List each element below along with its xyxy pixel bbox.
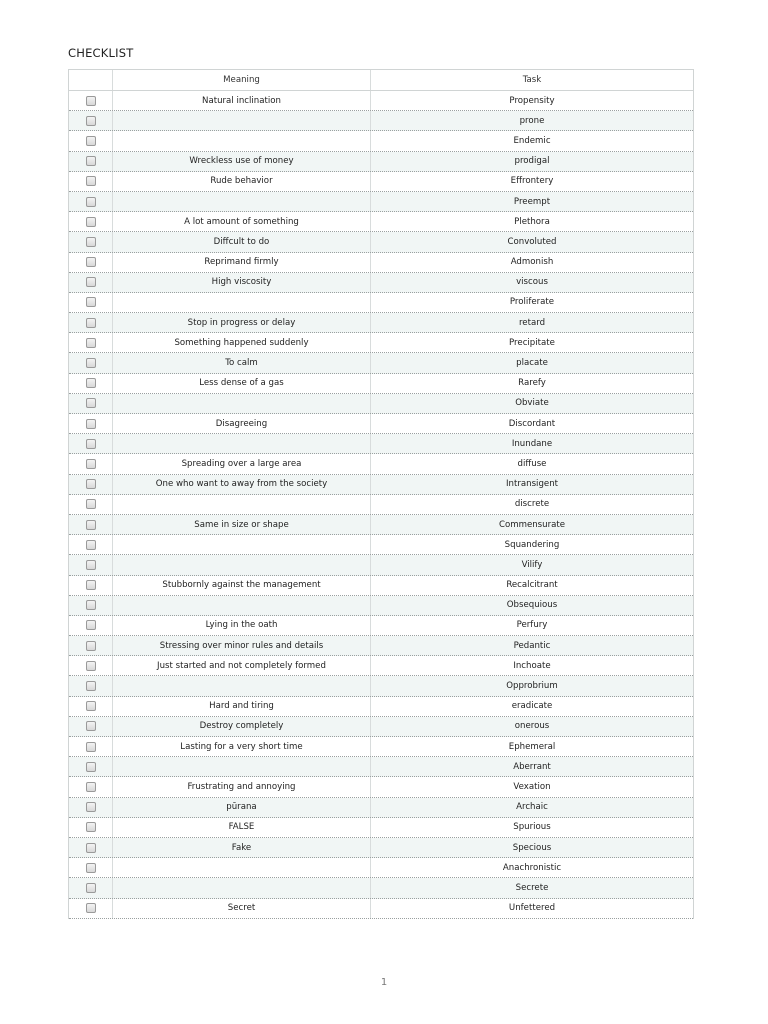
task-cell: Admonish	[510, 257, 554, 268]
task-cell: Plethora	[514, 216, 550, 227]
row-checkbox[interactable]	[86, 499, 96, 509]
task-cell: placate	[516, 358, 548, 369]
checkbox-cell	[69, 535, 113, 554]
checkbox-cell	[69, 838, 113, 857]
table-row	[69, 596, 693, 616]
table-row	[69, 576, 693, 596]
meaning-cell: pūrana	[113, 798, 371, 817]
table-row	[69, 697, 693, 717]
meaning-cell	[113, 555, 371, 574]
checkbox-cell	[69, 394, 113, 413]
row-checkbox[interactable]	[86, 721, 96, 731]
row-checkbox[interactable]	[86, 419, 96, 429]
table-row	[69, 757, 693, 777]
row-checkbox[interactable]	[86, 358, 96, 368]
row-checkbox[interactable]	[86, 156, 96, 166]
task-cell: Vilify	[521, 559, 543, 570]
meaning-cell: Natural inclination	[113, 91, 371, 110]
task-cell: Inundane	[511, 438, 553, 449]
meaning-cell: Stressing over minor rules and details	[113, 636, 371, 655]
checkbox-cell	[69, 777, 113, 796]
meaning-cell: Fake	[113, 838, 371, 857]
table-row	[69, 394, 693, 414]
meaning-cell	[113, 434, 371, 453]
checkbox-cell	[69, 152, 113, 171]
task-cell: eradicate	[511, 701, 553, 712]
table-row	[69, 555, 693, 575]
task-cell: Anachronistic	[502, 862, 562, 873]
meaning-cell: High viscosity	[113, 273, 371, 292]
meaning-cell: One who want to away from the society	[113, 475, 371, 494]
meaning-cell: Disagreeing	[113, 414, 371, 433]
checkbox-cell	[69, 313, 113, 332]
checkbox-cell	[69, 576, 113, 595]
task-cell: viscous	[516, 277, 548, 288]
row-checkbox[interactable]	[86, 277, 96, 287]
task-cell: Archaic	[516, 802, 548, 813]
task-cell: Obsequious	[506, 600, 558, 611]
meaning-cell	[113, 757, 371, 776]
checkbox-cell	[69, 475, 113, 494]
checkbox-cell	[69, 596, 113, 615]
meaning-cell	[113, 676, 371, 695]
table-row	[69, 192, 693, 212]
task-cell: prodigal	[514, 156, 550, 167]
meaning-cell: Secret	[113, 899, 371, 918]
checkbox-cell	[69, 656, 113, 675]
task-cell: Precipitate	[509, 337, 555, 348]
row-checkbox[interactable]	[86, 641, 96, 651]
task-cell: Propensity	[509, 95, 555, 106]
meaning-cell: Rude behavior	[113, 172, 371, 191]
row-checkbox[interactable]	[86, 439, 96, 449]
column-header-task: Task	[522, 75, 542, 85]
task-cell: prone	[519, 115, 545, 126]
meaning-cell: Stop in progress or delay	[113, 313, 371, 332]
task-cell: Proliferate	[509, 297, 555, 308]
task-cell: Opprobrium	[506, 681, 558, 692]
table-row	[69, 152, 693, 172]
task-cell: onerous	[514, 721, 550, 732]
task-cell: Spurious	[513, 822, 551, 833]
checkbox-cell	[69, 131, 113, 150]
row-checkbox[interactable]	[86, 257, 96, 267]
meaning-cell: Lasting for a very short time	[113, 737, 371, 756]
task-cell: Squandering	[504, 539, 560, 550]
row-checkbox[interactable]	[86, 176, 96, 186]
table-row	[69, 515, 693, 535]
checkbox-cell	[69, 798, 113, 817]
row-checkbox[interactable]	[86, 681, 96, 691]
checkbox-cell	[69, 91, 113, 110]
row-checkbox[interactable]	[86, 843, 96, 853]
table-body	[69, 91, 693, 919]
task-cell: retard	[518, 317, 546, 328]
table-row	[69, 353, 693, 373]
meaning-cell: FALSE	[113, 818, 371, 837]
meaning-cell	[113, 192, 371, 211]
checkbox-cell	[69, 273, 113, 292]
table-row	[69, 838, 693, 858]
page-number: 1	[380, 977, 388, 988]
checkbox-cell	[69, 737, 113, 756]
checkbox-cell	[69, 212, 113, 231]
table-row	[69, 253, 693, 273]
table-row	[69, 636, 693, 656]
task-cell: Effrontery	[510, 176, 554, 187]
table-row	[69, 232, 693, 252]
task-cell: Endemic	[513, 135, 551, 146]
row-checkbox[interactable]	[86, 903, 96, 913]
row-checkbox[interactable]	[86, 661, 96, 671]
table-row	[69, 798, 693, 818]
task-cell: Aberrant	[513, 761, 551, 772]
row-checkbox[interactable]	[86, 620, 96, 630]
meaning-cell: Destroy completely	[113, 717, 371, 736]
task-cell: diffuse	[517, 458, 547, 469]
row-checkbox[interactable]	[86, 237, 96, 247]
meaning-cell	[113, 394, 371, 413]
checkbox-cell	[69, 757, 113, 776]
row-checkbox[interactable]	[86, 782, 96, 792]
checkbox-cell	[69, 232, 113, 251]
table-row	[69, 333, 693, 353]
row-checkbox[interactable]	[86, 116, 96, 126]
table-row	[69, 656, 693, 676]
meaning-cell	[113, 596, 371, 615]
checkbox-cell	[69, 636, 113, 655]
checkbox-cell	[69, 192, 113, 211]
row-checkbox[interactable]	[86, 701, 96, 711]
table-row	[69, 91, 693, 111]
row-checkbox[interactable]	[86, 863, 96, 873]
row-checkbox[interactable]	[86, 318, 96, 328]
task-cell: Commensurate	[498, 519, 566, 530]
meaning-cell: Spreading over a large area	[113, 454, 371, 473]
table-row	[69, 111, 693, 131]
table-row	[69, 293, 693, 313]
meaning-cell: To calm	[113, 353, 371, 372]
meaning-cell: Diffcult to do	[113, 232, 371, 251]
task-cell: Discordant	[508, 418, 556, 429]
header-check-column	[69, 70, 113, 90]
checkbox-cell	[69, 414, 113, 433]
checkbox-cell	[69, 111, 113, 130]
checklist-table	[68, 69, 694, 919]
table-row	[69, 676, 693, 696]
table-row	[69, 535, 693, 555]
meaning-cell: Just started and not completely formed	[113, 656, 371, 675]
meaning-cell: Frustrating and annoying	[113, 777, 371, 796]
meaning-cell	[113, 878, 371, 897]
row-checkbox[interactable]	[86, 600, 96, 610]
checkbox-cell	[69, 697, 113, 716]
table-row	[69, 273, 693, 293]
checkbox-cell	[69, 353, 113, 372]
row-checkbox[interactable]	[86, 398, 96, 408]
checkbox-cell	[69, 434, 113, 453]
column-header-meaning: Meaning	[113, 70, 371, 90]
row-checkbox[interactable]	[86, 802, 96, 812]
row-checkbox[interactable]	[86, 762, 96, 772]
task-cell: Secrete	[515, 882, 549, 893]
checkbox-cell	[69, 899, 113, 918]
checkbox-cell	[69, 858, 113, 877]
table-row	[69, 899, 693, 919]
row-checkbox[interactable]	[86, 338, 96, 348]
checkbox-cell	[69, 253, 113, 272]
table-row	[69, 454, 693, 474]
table-header	[69, 70, 693, 91]
task-cell: Convoluted	[507, 236, 557, 247]
row-checkbox[interactable]	[86, 297, 96, 307]
row-checkbox[interactable]	[86, 479, 96, 489]
task-cell: Preempt	[513, 196, 551, 207]
table-row	[69, 737, 693, 757]
checkbox-cell	[69, 495, 113, 514]
checkbox-cell	[69, 333, 113, 352]
meaning-cell: Less dense of a gas	[113, 374, 371, 393]
table-row	[69, 172, 693, 192]
task-cell: Ephemeral	[508, 741, 556, 752]
meaning-cell: Something happened suddenly	[113, 333, 371, 352]
table-row	[69, 414, 693, 434]
row-checkbox[interactable]	[86, 378, 96, 388]
meaning-cell	[113, 293, 371, 312]
table-row	[69, 374, 693, 394]
meaning-cell: A lot amount of something	[113, 212, 371, 231]
row-checkbox[interactable]	[86, 822, 96, 832]
checkbox-cell	[69, 818, 113, 837]
table-row	[69, 858, 693, 878]
row-checkbox[interactable]	[86, 580, 96, 590]
task-cell: Inchoate	[513, 660, 551, 671]
table-row	[69, 434, 693, 454]
task-cell: Recalcitrant	[506, 580, 558, 591]
task-cell: Pedantic	[513, 640, 551, 651]
checkbox-cell	[69, 454, 113, 473]
row-checkbox[interactable]	[86, 459, 96, 469]
checkbox-cell	[69, 878, 113, 897]
checkbox-cell	[69, 515, 113, 534]
task-cell: Vexation	[513, 781, 551, 792]
meaning-cell: Wreckless use of money	[113, 152, 371, 171]
checkbox-cell	[69, 555, 113, 574]
task-cell: Specious	[512, 842, 552, 853]
row-checkbox[interactable]	[86, 742, 96, 752]
checkbox-cell	[69, 374, 113, 393]
task-cell: Unfettered	[508, 903, 556, 914]
meaning-cell: Reprimand firmly	[113, 253, 371, 272]
checkbox-cell	[69, 676, 113, 695]
table-row	[69, 475, 693, 495]
table-row	[69, 878, 693, 898]
checkbox-cell	[69, 293, 113, 312]
task-cell: discrete	[514, 499, 550, 510]
table-row	[69, 131, 693, 151]
meaning-cell: Stubbornly against the management	[113, 576, 371, 595]
table-row	[69, 495, 693, 515]
meaning-cell	[113, 495, 371, 514]
meaning-cell	[113, 535, 371, 554]
row-checkbox[interactable]	[86, 136, 96, 146]
task-cell: Intransigent	[505, 479, 559, 490]
table-row	[69, 818, 693, 838]
row-checkbox[interactable]	[86, 217, 96, 227]
row-checkbox[interactable]	[86, 883, 96, 893]
task-cell: Perfury	[516, 620, 548, 631]
row-checkbox[interactable]	[86, 197, 96, 207]
row-checkbox[interactable]	[86, 540, 96, 550]
meaning-cell: Same in size or shape	[113, 515, 371, 534]
table-row	[69, 717, 693, 737]
checkbox-cell	[69, 616, 113, 635]
meaning-cell	[113, 111, 371, 130]
meaning-cell	[113, 858, 371, 877]
row-checkbox[interactable]	[86, 560, 96, 570]
task-cell: Rarefy	[518, 378, 546, 389]
checkbox-cell	[69, 172, 113, 191]
table-row	[69, 313, 693, 333]
meaning-cell	[113, 131, 371, 150]
checkbox-cell	[69, 717, 113, 736]
row-checkbox[interactable]	[86, 96, 96, 106]
table-row	[69, 616, 693, 636]
meaning-cell: Hard and tiring	[113, 697, 371, 716]
task-cell: Obviate	[515, 398, 549, 409]
table-row	[69, 777, 693, 797]
meaning-cell: Lying in the oath	[113, 616, 371, 635]
table-row	[69, 212, 693, 232]
page-title: CHECKLIST	[68, 46, 134, 60]
row-checkbox[interactable]	[86, 520, 96, 530]
